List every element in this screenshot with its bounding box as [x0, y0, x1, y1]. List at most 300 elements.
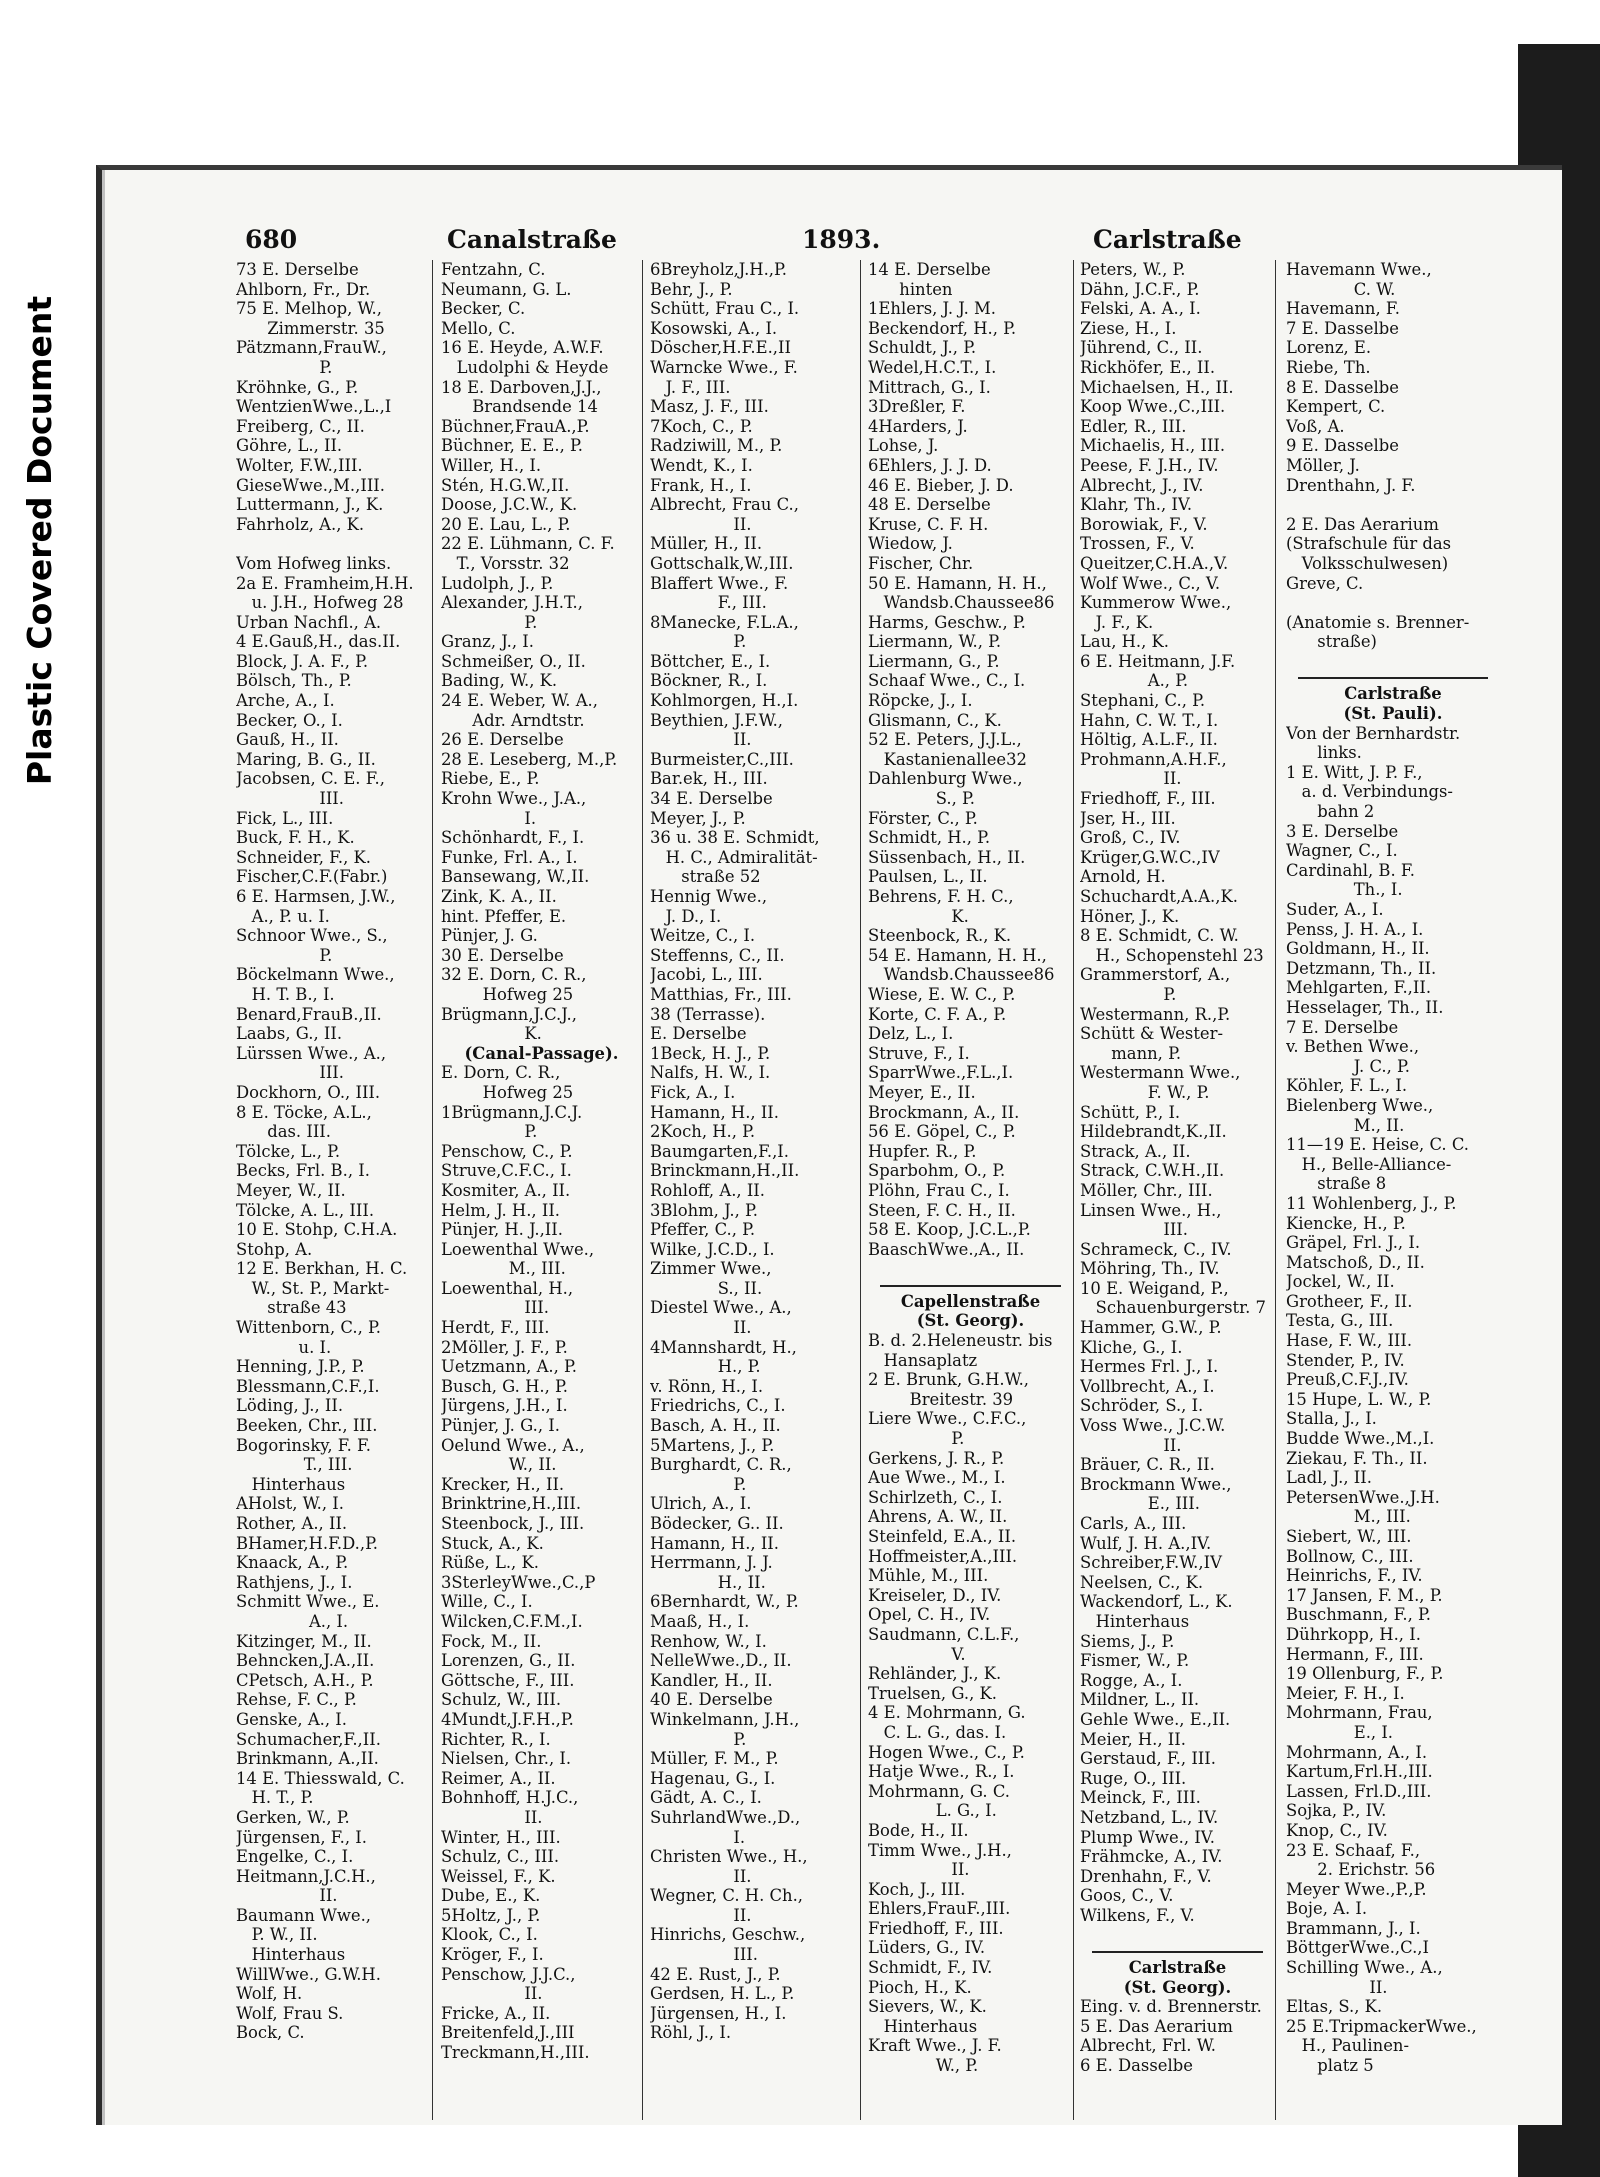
directory-line: Hofweg 25 [441, 1082, 574, 1102]
directory-line: Riebe, E., P. [441, 769, 540, 789]
directory-line: Albrecht, J., IV. [1080, 475, 1204, 495]
directory-line: Wilkens, F., V. [1080, 1905, 1195, 1925]
directory-line: Laabs, G., II. [236, 1024, 343, 1044]
directory-line: Gottschalk,W.,III. [650, 553, 794, 573]
directory-line: II. [1286, 1977, 1388, 1997]
directory-line: 3Dreßler, F. [868, 397, 966, 417]
directory-line: Bode, H., II. [868, 1820, 969, 1840]
directory-line: Wolf, Frau S. [236, 2003, 344, 2023]
directory-line: J. C., P. [1286, 1056, 1410, 1076]
directory-line: Ludolphi & Heyde [441, 357, 609, 377]
directory-line: Paulsen, L., II. [868, 867, 988, 887]
directory-line: Schirlzeth, C., I. [868, 1487, 1003, 1507]
directory-line: Plump Wwe., IV. [1080, 1827, 1215, 1847]
directory-line: Dube, E., K. [441, 1886, 541, 1906]
directory-line: Wille, C., I. [441, 1592, 533, 1612]
directory-line: 1 E. Witt, J. P. F., [1286, 762, 1423, 782]
directory-line: II. [650, 1318, 752, 1338]
directory-line: straße 8 [1286, 1174, 1387, 1194]
directory-line: 4 E. Mohrmann, G. [868, 1703, 1026, 1723]
directory-line: Budde Wwe.,M.,I. [1286, 1429, 1435, 1449]
directory-line: v. Rönn, H., I. [650, 1376, 764, 1396]
directory-line: Heinrichs, F., IV. [1286, 1566, 1423, 1586]
directory-line: Brammann, J., I. [1286, 1918, 1421, 1938]
directory-line: Fock, M., II. [441, 1631, 542, 1651]
directory-line: 6 E. Harmsen, J.W., [236, 887, 396, 906]
directory-line: Pätzmann,FrauW., [236, 338, 387, 358]
directory-line: Westermann, R.,P. [1080, 1004, 1231, 1024]
directory-line: Kempert, C. [1286, 397, 1386, 417]
directory-line: Oelund Wwe., A., [441, 1435, 585, 1455]
directory-line: Rathjens, J., I. [236, 1572, 353, 1592]
column-4 [868, 260, 1074, 2120]
directory-line: Stohp, A. [236, 1239, 313, 1259]
directory-line: Liere Wwe., C.F.C., [868, 1409, 1027, 1429]
directory-line: Havemann Wwe., [1286, 260, 1432, 279]
directory-line: Meyer, J., P. [650, 808, 746, 828]
directory-line: Peese, F. J.H., IV. [1080, 455, 1219, 475]
directory-line: Gädt, A. C., I. [650, 1788, 762, 1808]
directory-line: Hammer, G.W., P. [1080, 1318, 1222, 1338]
column-5 [1080, 260, 1276, 2120]
directory-line: Opel, C. H., IV. [868, 1605, 991, 1625]
directory-line: Winter, H., III. [441, 1827, 561, 1847]
directory-line: Wolter, F.W.,III. [236, 455, 363, 475]
directory-line: Rehse, F. C., P. [236, 1690, 357, 1710]
directory-line: Luttermann, J., K. [236, 495, 384, 515]
directory-line: Hinterhaus [236, 1945, 346, 1965]
directory-line: Göhre, L., II. [236, 436, 343, 456]
directory-line: Winkelmann, J.H., [650, 1709, 800, 1729]
directory-line: 16 E. Heyde, A.W.F. [441, 338, 604, 358]
directory-line: Sievers, W., K. [868, 1997, 987, 2017]
directory-line: Breitestr. 39 [868, 1389, 1014, 1409]
directory-line: Goldmann, H., II. [1286, 939, 1430, 959]
directory-line: Struve, F., I. [868, 1043, 970, 1063]
directory-line: P. W., II. [236, 1925, 318, 1945]
directory-line: Voß, A. [1286, 416, 1345, 436]
directory-line: Klahr, Th., IV. [1080, 495, 1193, 515]
directory-line: Friedhoff, F., III. [1080, 789, 1216, 809]
directory-line: straße 52 [650, 867, 761, 887]
directory-line: Baumann Wwe., [236, 1905, 372, 1925]
directory-line: Behrens, F. H. C., [868, 887, 1014, 906]
directory-line: Peters, W., P. [1080, 260, 1186, 279]
directory-line: Penschow, C., P. [441, 1141, 573, 1161]
directory-line: C. L. G., das. I. [868, 1722, 1007, 1742]
directory-line: Albrecht, Frl. W. [1080, 2036, 1216, 2056]
directory-line: Liermann, W., P. [868, 632, 1002, 652]
directory-line: GieseWwe.,M.,III. [236, 475, 385, 495]
directory-line: P. [441, 1122, 538, 1142]
directory-line: Capellenstraße [900, 1291, 1041, 1311]
directory-line: Meier, F. H., I. [1286, 1683, 1405, 1703]
directory-line: K. [441, 1024, 542, 1044]
directory-line: Hamann, H., II. [650, 1533, 779, 1553]
directory-line: Schreiber,F.W.,IV [1080, 1553, 1222, 1573]
directory-line: Ladl, J., II. [1286, 1468, 1372, 1488]
directory-line: BHamer,H.F.D.,P. [236, 1533, 379, 1553]
directory-line: Jacobi, L., III. [650, 965, 763, 985]
directory-line: 17 Jansen, F. M., P. [1286, 1585, 1443, 1605]
directory-line: Lau, H., K. [1080, 632, 1170, 652]
year: 1893. [802, 225, 881, 254]
directory-line: Eltas, S., K. [1286, 1997, 1383, 2017]
directory-line: Steenbock, J., III. [441, 1514, 585, 1533]
directory-line: Döscher,H.F.E.,II [650, 338, 791, 358]
directory-line: 30 E. Derselbe [441, 945, 564, 965]
directory-line: Neelsen, C., K. [1080, 1572, 1204, 1592]
directory-line: Bock, C. [236, 2023, 305, 2043]
directory-line: 1Beck, H. J., P. [650, 1043, 771, 1063]
directory-line: Rohloff, A., II. [650, 1180, 765, 1200]
directory-line: Brandsende 14 [441, 397, 598, 417]
directory-line: Blessmann,C.F.,I. [236, 1376, 380, 1396]
directory-line: 6Bernhardt, W., P. [650, 1592, 799, 1612]
directory-line: 4Mundt,J.F.H.,P. [441, 1709, 574, 1729]
directory-line: Rehländer, J., K. [868, 1664, 1002, 1684]
directory-line: Wittenborn, C., P. [236, 1318, 381, 1338]
directory-line: Baumgarten,F.,I. [650, 1141, 789, 1161]
directory-line: 6Breyholz,J.H.,P. [650, 260, 787, 279]
directory-line: Cardinahl, B. F. [1286, 860, 1415, 880]
directory-line: Schilling Wwe., A., [1286, 1958, 1443, 1978]
directory-line: Steen, F. C. H., II. [868, 1200, 1016, 1220]
directory-line: 5Martens, J., P. [650, 1435, 775, 1455]
column-2 [441, 260, 643, 2120]
directory-line: Goos, C., V. [1080, 1886, 1174, 1906]
directory-line: (St. Georg). [916, 1311, 1025, 1331]
directory-line: Hennig Wwe., [650, 887, 768, 906]
directory-line: Bar.ek, H., III. [650, 769, 768, 789]
directory-line: J. F., III. [650, 377, 731, 397]
directory-line: Masz, J. F., III. [650, 397, 769, 417]
directory-line: Lorenz, E. [1286, 338, 1372, 358]
directory-line: Brockmann Wwe., [1080, 1474, 1232, 1494]
directory-line: Truelsen, G., K. [868, 1683, 997, 1703]
directory-line: Penschow, J.J.C., [441, 1964, 576, 1984]
directory-line: Ulrich, A., I. [650, 1494, 752, 1514]
directory-line: Brügmann,J.C.J., [441, 1004, 577, 1024]
directory-line: Höner, J., K. [1080, 906, 1180, 926]
directory-line: 6 E. Heitmann, J.F. [1080, 651, 1236, 671]
directory-line: SuhrlandWwe.,D., [650, 1807, 801, 1827]
directory-line: Hagenau, G., I. [650, 1768, 776, 1788]
directory-line: 12 E. Berkhan, H. C. [236, 1259, 408, 1279]
directory-line: WillWwe., G.W.H. [236, 1964, 381, 1984]
directory-line: 48 E. Derselbe [868, 495, 991, 515]
directory-line: Carlstraße [1128, 1958, 1227, 1978]
directory-line: Jacobsen, C. E. F., [236, 769, 385, 789]
directory-line: 1Brügmann,J.C.J. [441, 1102, 583, 1122]
directory-line: Trossen, F., V. [1080, 534, 1195, 554]
directory-line: Uetzmann, A., P. [441, 1357, 577, 1377]
directory-line: Plöhn, Frau C., I. [868, 1180, 1010, 1200]
section-rule [1092, 1951, 1263, 1954]
directory-line: Wagner, C., I. [1286, 841, 1398, 861]
directory-line: Schuchardt,A.A.,K. [1080, 887, 1238, 906]
directory-line: Kliche, G., I. [1080, 1337, 1183, 1357]
directory-line: Klook, C., I. [441, 1925, 538, 1945]
directory-line: 38 (Terrasse). [650, 1004, 766, 1024]
directory-line: 10 E. Stohp, C.H.A. [236, 1220, 398, 1240]
directory-line: Schnoor Wwe., S., [236, 926, 388, 946]
directory-line: 2Koch, H., P. [650, 1122, 756, 1142]
directory-line: Büchner,FrauA.,P. [441, 416, 590, 436]
directory-line: Hatje Wwe., R., I. [868, 1762, 1015, 1782]
directory-line: Mittrach, G., I. [868, 377, 991, 397]
directory-line: Ehlers,FrauF.,III. [868, 1899, 1011, 1919]
directory-line: Bollnow, C., III. [1286, 1546, 1414, 1566]
directory-line: Radziwill, M., P. [650, 436, 783, 456]
directory-line: 46 E. Bieber, J. D. [868, 475, 1014, 495]
directory-line: Brinktrine,H.,III. [441, 1494, 582, 1514]
directory-line: Von der Bernhardstr. [1286, 723, 1461, 743]
directory-line: Funke, Frl. A., I. [441, 847, 578, 867]
directory-line: Hildebrandt,K.,II. [1080, 1122, 1227, 1142]
directory-line: E. Dorn, C. R., [441, 1063, 561, 1083]
directory-line: P. [650, 1474, 747, 1494]
directory-line: Bräuer, C. R., II. [1080, 1455, 1215, 1475]
directory-line: J. D., I. [650, 906, 722, 926]
directory-line: Hase, F. W., III. [1286, 1331, 1413, 1351]
directory-line: Sojka, P., IV. [1286, 1801, 1387, 1821]
directory-line: Becks, Frl. B., I. [236, 1161, 370, 1181]
directory-line: Mohrmann, G. C. [868, 1781, 1010, 1801]
directory-line: Genske, A., I. [236, 1709, 347, 1729]
directory-line: Kummerow Wwe., [1080, 593, 1232, 613]
directory-line: Weissel, F., K. [441, 1866, 556, 1886]
directory-line: 26 E. Derselbe [441, 730, 564, 750]
directory-line: Krohn Wwe., J.A., [441, 789, 587, 809]
directory-line: Matthias, Fr., III. [650, 984, 792, 1004]
directory-line: M., II. [1286, 1115, 1405, 1135]
directory-line: Harms, Geschw., P. [868, 612, 1026, 632]
directory-line: 32 E. Dorn, C. R., [441, 965, 587, 985]
directory-line: Liermann, G., P. [868, 651, 1000, 671]
directory-line: III. [1080, 1220, 1188, 1240]
directory-line: (Strafschule für das [1286, 534, 1452, 554]
directory-line: Mello, C. [441, 318, 516, 338]
directory-line: Hermes Frl. J., I. [1080, 1357, 1219, 1377]
directory-line: 3SterleyWwe.,C.,P [441, 1572, 596, 1592]
directory-line: H., Belle-Alliance- [1286, 1154, 1452, 1174]
directory-line: Hamann, H., II. [650, 1102, 779, 1122]
directory-line: Willer, H., I. [441, 455, 542, 475]
directory-line: Maaß, H., I. [650, 1611, 750, 1631]
right-title: Carlstraße [1093, 225, 1242, 254]
directory-line: Struve,C.F.C., I. [441, 1161, 572, 1181]
directory-line: 10 E. Weigand, P., [1080, 1278, 1229, 1298]
directory-line: Röpcke, J., I. [868, 691, 973, 711]
directory-line: Detzmann, Th., II. [1286, 958, 1437, 978]
directory-line: Lüders, G., IV. [868, 1938, 986, 1958]
directory-line: II. [441, 1984, 543, 2004]
directory-line: Dockhorn, O., III. [236, 1082, 381, 1102]
column-1 [236, 260, 433, 2120]
section-rule [880, 1285, 1061, 1288]
directory-line: Fischer,C.F.(Fabr.) [236, 867, 388, 887]
directory-line: Förster, C., P. [868, 808, 978, 828]
directory-line: Alexander, J.H.T., [441, 593, 583, 613]
directory-line: Maring, B. G., II. [236, 749, 376, 769]
directory-line: 2 E. Das Aerarium [1286, 514, 1439, 534]
directory-line: Buck, F. H., K. [236, 828, 355, 848]
directory-line: Lorenzen, G., II. [441, 1651, 576, 1671]
directory-line: 5Holtz, J., P. [441, 1905, 541, 1925]
directory-line: Netzband, L., IV. [1080, 1807, 1219, 1827]
directory-line: Vollbrecht, A., I. [1080, 1376, 1215, 1396]
directory-line: Beckendorf, H., P. [868, 318, 1017, 338]
directory-line: II. [650, 730, 752, 750]
directory-line: F. W., P. [1080, 1082, 1210, 1102]
directory-line: Wulf, J. H. A.,IV. [1080, 1533, 1212, 1553]
directory-line: Schütt & Wester- [1080, 1024, 1223, 1044]
directory-line: Stalla, J., I. [1286, 1409, 1377, 1429]
directory-line: H., Schopenstehl 23 [1080, 945, 1264, 965]
directory-line: Höltig, A.L.F., II. [1080, 730, 1218, 750]
directory-line: u. I. [236, 1337, 332, 1357]
columns [236, 260, 1526, 2120]
directory-line: Möller, J. [1286, 455, 1360, 475]
directory-line: Gerkens, J. R., P. [868, 1448, 1005, 1468]
directory-line: II. [650, 514, 752, 534]
directory-line: Böckelmann Wwe., [236, 965, 395, 985]
directory-line: Loewenthal Wwe., [441, 1239, 595, 1259]
directory-line: Borowiak, F., V. [1080, 514, 1208, 534]
directory-line: Hofweg 25 [441, 984, 574, 1004]
directory-line: Hogen Wwe., C., P. [868, 1742, 1025, 1762]
directory-line: 1Ehlers, J. J. M. [868, 299, 996, 319]
directory-line: Meier, H., II. [1080, 1729, 1186, 1749]
directory-line: Pünjer, J. G. [441, 926, 538, 946]
directory-line: Jser, H., III. [1080, 808, 1176, 828]
directory-line: Wiese, E. W. C., P. [868, 984, 1016, 1004]
directory-line: Suder, A., I. [1286, 900, 1384, 919]
directory-line: V. [868, 1644, 966, 1664]
directory-line: Aue Wwe., M., I. [868, 1468, 1006, 1488]
directory-line [1080, 1925, 1275, 1945]
directory-line: Hinterhaus [868, 2016, 978, 2036]
directory-line: Helm, J. H., II. [441, 1200, 560, 1220]
directory-line: (St. Georg). [1123, 1977, 1232, 1997]
directory-line: 75 E. Melhop, W., [236, 299, 382, 319]
directory-line: Müller, F. M., P. [650, 1749, 779, 1769]
directory-line: Koop Wwe.,C.,III. [1080, 397, 1226, 417]
directory-line: S., II. [650, 1278, 763, 1298]
directory-line: Queitzer,C.H.A.,V. [1080, 553, 1229, 573]
directory-line: v. Bethen Wwe., [1286, 1037, 1420, 1057]
directory-line: Boje, A. I. [1286, 1899, 1368, 1919]
directory-line: Zink, K. A., II. [441, 887, 557, 906]
directory-line: Brinkmann, A.,II. [236, 1749, 379, 1769]
side-label: Plastic Covered Document [20, 295, 60, 785]
directory-line: Wandsb.Chaussee86 [868, 593, 1055, 613]
directory-line: W., St. P., Markt- [236, 1278, 390, 1298]
directory-line: I. [441, 808, 537, 828]
directory-line: Michaelis, H., III. [1080, 436, 1226, 456]
directory-line: Gauß, H., II. [236, 730, 339, 750]
directory-line: Ahlborn, Fr., Dr. [236, 279, 371, 299]
directory-line: Steenbock, R., K. [868, 926, 1012, 946]
directory-line: Kraft Wwe., J. F. [868, 2036, 1002, 2056]
directory-line: Blaffert Wwe., F. [650, 573, 789, 593]
directory-line: Grammerstorf, A., [1080, 965, 1231, 985]
directory-line: P. [236, 945, 333, 965]
directory-line: Wolf Wwe., C., V. [1080, 573, 1221, 593]
directory-line [868, 1259, 1073, 1279]
directory-line: Mohrmann, A., I. [1286, 1742, 1428, 1762]
directory-line: straße 43 [236, 1298, 347, 1318]
directory-line: P. [236, 357, 333, 377]
directory-line: platz 5 [1286, 2056, 1374, 2076]
directory-line: Jockel, W., II. [1286, 1272, 1395, 1292]
directory-line: Hesselager, Th., II. [1286, 997, 1444, 1017]
directory-line: Treckmann,H.,III. [441, 2043, 590, 2063]
directory-line: Zimmerstr. 35 [236, 318, 385, 338]
directory-line: Henning, J.P., P. [236, 1357, 365, 1377]
directory-line: Lassen, Frl.D.,III. [1286, 1781, 1432, 1801]
directory-line: K. [868, 906, 969, 926]
directory-line: P. [650, 632, 747, 652]
directory-line: Glismann, C., K. [868, 710, 1002, 730]
directory-line: Groß, C., IV. [1080, 828, 1181, 848]
directory-line: Siems, J., P. [1080, 1631, 1175, 1651]
directory-line: Rother, A., II. [236, 1514, 348, 1533]
directory-line: W., P. [868, 2056, 979, 2076]
directory-line: mann, P. [1080, 1043, 1182, 1063]
directory-line: 14 E. Derselbe [868, 260, 991, 279]
directory-line: H. T. B., I. [236, 984, 335, 1004]
directory-line: Bading, W., K. [441, 671, 558, 691]
directory-line: 3 E. Derselbe [1286, 821, 1399, 841]
directory-line: Hupfer. R., P. [868, 1141, 977, 1161]
directory-line: 5 E. Das Aerarium [1080, 2016, 1233, 2036]
directory-line: Frähmcke, A., IV. [1080, 1847, 1223, 1867]
column-3 [650, 260, 861, 2120]
directory-line: 8 E. Dasselbe [1286, 377, 1399, 397]
directory-line: L. G., I. [868, 1801, 997, 1821]
directory-line: A., P. [1080, 671, 1189, 691]
directory-line: P. [650, 1729, 747, 1749]
directory-line: Stuck, A., K. [441, 1533, 544, 1553]
directory-line: 3Blohm, J., P. [650, 1200, 758, 1220]
directory-line: Herrmann, J. J. [650, 1553, 773, 1573]
directory-line: Jürgensen, F., I. [236, 1827, 367, 1847]
directory-line: Kandler, H., II. [650, 1670, 773, 1690]
directory-line: Pünjer, J. G., I. [441, 1416, 560, 1436]
directory-line: Engelke, C., I. [236, 1847, 354, 1867]
directory-line: Carls, A., III. [1080, 1514, 1187, 1533]
directory-line: Reimer, A., II. [441, 1768, 556, 1788]
directory-line: Schmitt Wwe., E. [236, 1592, 380, 1612]
directory-line: hinten [868, 279, 953, 299]
directory-line: Röhl, J., I. [650, 2023, 732, 2043]
directory-line: Wolf, H. [236, 1984, 303, 2004]
directory-line: Steinfeld, E.A., II. [868, 1527, 1017, 1546]
directory-line: 11—19 E. Heise, C. C. [1286, 1135, 1470, 1155]
directory-line: Wandsb.Chaussee86 [868, 965, 1055, 985]
directory-line: P. [441, 612, 538, 632]
directory-line: Mohrmann, Frau, [1286, 1703, 1433, 1723]
directory-line: AHolst, W., I. [236, 1494, 344, 1514]
directory-line: Felski, A. A., I. [1080, 299, 1201, 319]
directory-line: 50 E. Hamann, H. H., [868, 573, 1047, 593]
section-rule [1298, 677, 1488, 680]
directory-line: Krecker, H., II. [441, 1474, 565, 1494]
directory-line: S., P. [868, 789, 975, 809]
directory-line: 11 Wohlenberg, J., P. [1286, 1193, 1457, 1213]
